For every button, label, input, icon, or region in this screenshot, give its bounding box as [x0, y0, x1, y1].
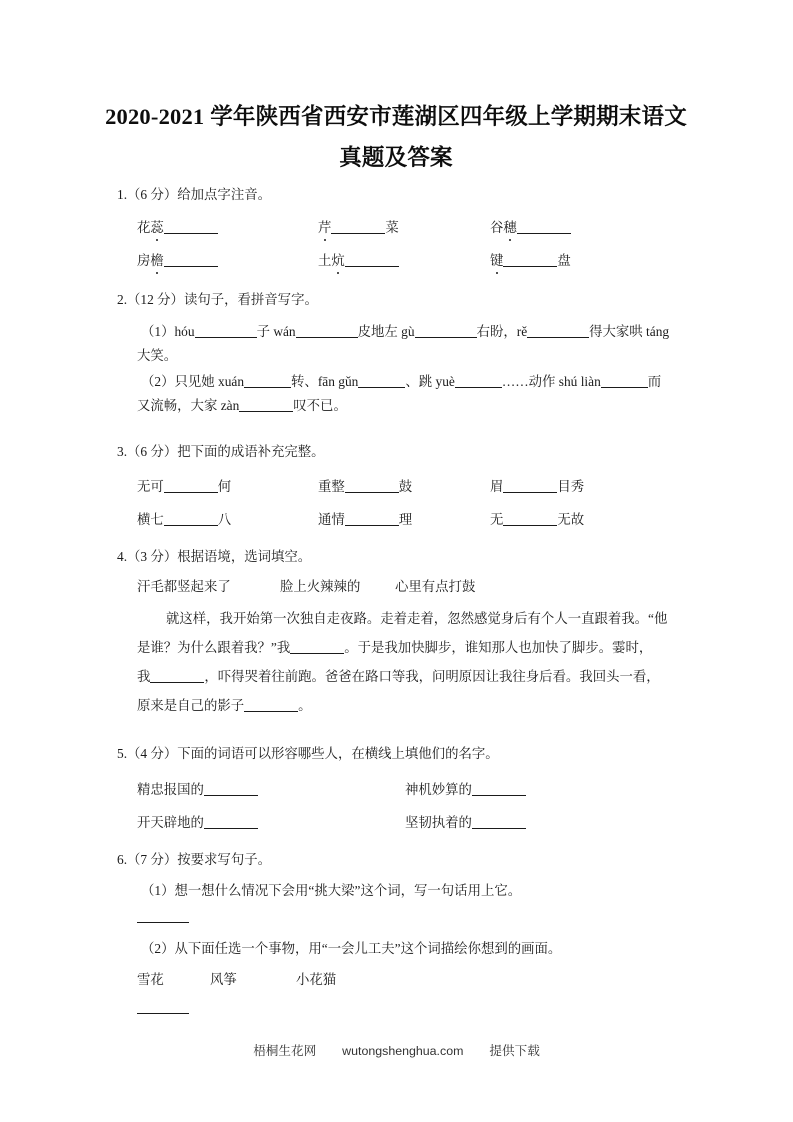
question-6-sub-1: （1）想一想什么情况下会用“挑大梁”这个词，写一句话用上它。: [141, 883, 522, 898]
blank-line[interactable]: [244, 374, 291, 388]
blank-line[interactable]: [472, 782, 526, 796]
q4-choice-3[interactable]: 心里有点打鼓: [395, 579, 476, 594]
dotted-char: 檐: [150, 253, 164, 268]
blank-line[interactable]: [164, 253, 218, 267]
footer-download-note: 提供下载: [489, 1044, 540, 1058]
q3-item-2: 重整 鼓: [318, 479, 413, 494]
blank-line[interactable]: [195, 324, 257, 338]
page-title: [96, 96, 696, 178]
question-2-sub-2-line-2: 又流畅，大家 zàn 叹不已。: [137, 398, 347, 413]
q4-choice-1[interactable]: 汗毛都竖起来了: [137, 579, 231, 594]
question-1-stem: 1.（6 分）给加点字注音。: [117, 187, 271, 202]
blank-line[interactable]: [150, 669, 204, 683]
q5-item-2: 神机妙算的: [405, 781, 526, 799]
q1-item-2: 芹 菜: [318, 220, 399, 235]
blank-line[interactable]: [204, 815, 258, 829]
question-4-paragraph-line-1: 就这样，我开始第一次独自走夜路。走着走着，忽然感觉身后有个人一直跟着我。“他: [166, 611, 668, 626]
blank-line[interactable]: [503, 253, 557, 267]
q1-item-3: 谷穗: [490, 219, 571, 237]
q1-item-4: 房檐: [137, 252, 218, 270]
q6-object-1[interactable]: 雪花: [137, 972, 164, 987]
blank-line[interactable]: [472, 815, 526, 829]
q5-item-1: 精忠报国的: [137, 781, 258, 799]
blank-line[interactable]: [503, 479, 557, 493]
q3-item-1: 无可 何: [137, 479, 232, 494]
footer-url[interactable]: wutongshenghua.com: [342, 1044, 464, 1058]
dotted-char: 芹: [318, 220, 332, 235]
question-2-sub-1-line-1: （1）hóu 子 wán 皮地左 gù 右盼，rě 得大家哄 táng: [141, 324, 670, 339]
question-4-stem: 4.（3 分）根据语境，选词填空。: [117, 549, 312, 564]
blank-line[interactable]: [204, 782, 258, 796]
question-2-sub-1-line-2: 大笑。: [137, 348, 178, 363]
question-4-paragraph-line-4: 原来是自己的影子 。: [137, 698, 312, 713]
blank-line[interactable]: [517, 220, 571, 234]
q5-item-3: 开天辟地的: [137, 814, 258, 832]
blank-line[interactable]: [415, 324, 477, 338]
blank-line[interactable]: [345, 479, 399, 493]
page-title-line-1: 2020-2021 学年陕西省西安市莲湖区四年级上学期期末语文: [105, 104, 687, 129]
q6-object-3[interactable]: 小花猫: [296, 972, 337, 987]
q5-item-4: 坚韧执着的: [405, 814, 526, 832]
question-5-stem: 5.（4 分）下面的词语可以形容哪些人，在横线上填他们的名字。: [117, 746, 499, 761]
blank-line[interactable]: [296, 324, 358, 338]
question-6-sub-1-answer-line[interactable]: [137, 922, 189, 923]
q3-item-5: 通情 理: [318, 512, 413, 527]
question-6-sub-2-answer-line[interactable]: [137, 1013, 189, 1014]
q6-object-2[interactable]: 风筝: [210, 972, 237, 987]
q1-item-6: 键 盘: [490, 253, 571, 268]
blank-line[interactable]: [345, 253, 399, 267]
q1-item-5: 土炕: [318, 252, 399, 270]
blank-line[interactable]: [164, 479, 218, 493]
q3-item-3: 眉 目秀: [490, 479, 585, 494]
blank-line[interactable]: [244, 698, 298, 712]
blank-line[interactable]: [239, 398, 293, 412]
blank-line[interactable]: [601, 374, 648, 388]
blank-line[interactable]: [164, 220, 218, 234]
page-title-line-2: 真题及答案: [339, 145, 453, 170]
question-2-stem: 2.（12 分）读句子，看拼音写字。: [117, 292, 318, 307]
question-6-sub-2: （2）从下面任选一个事物，用“一会儿工夫”这个词描绘你想到的画面。: [141, 941, 562, 956]
blank-line[interactable]: [331, 220, 385, 234]
q1-item-1: 花蕊: [137, 219, 218, 237]
q3-item-6: 无 无故: [490, 512, 585, 527]
dotted-char: 蕊: [150, 220, 164, 235]
footer-site-name: 梧桐生花网: [253, 1044, 317, 1058]
question-4-paragraph-line-3: 我 ，吓得哭着往前跑。爸爸在路口等我，问明原因让我往身后看。我回头一看，: [137, 669, 660, 684]
q4-choice-2[interactable]: 脸上火辣辣的: [280, 579, 361, 594]
blank-line[interactable]: [345, 512, 399, 526]
blank-line[interactable]: [455, 374, 502, 388]
blank-line[interactable]: [290, 640, 344, 654]
blank-line[interactable]: [358, 374, 405, 388]
blank-line[interactable]: [503, 512, 557, 526]
q3-item-4: 横七 八: [137, 512, 232, 527]
question-2-sub-2-line-1: （2）只见她 xuán 转、fān gǔn 、跳 yuè ……动作 shú liàn 而: [141, 374, 662, 389]
question-3-stem: 3.（6 分）把下面的成语补充完整。: [117, 444, 325, 459]
dotted-char: 穗: [503, 220, 517, 235]
blank-line[interactable]: [164, 512, 218, 526]
blank-line[interactable]: [527, 324, 589, 338]
dotted-char: 炕: [331, 253, 345, 268]
footer: [0, 1040, 793, 1059]
dotted-char: 键: [490, 253, 504, 268]
question-4-paragraph-line-2: 是谁？为什么跟着我？”我 。于是我加快脚步，谁知那人也加快了脚步。霎时，: [137, 640, 653, 655]
question-6-stem: 6.（7 分）按要求写句子。: [117, 852, 271, 867]
